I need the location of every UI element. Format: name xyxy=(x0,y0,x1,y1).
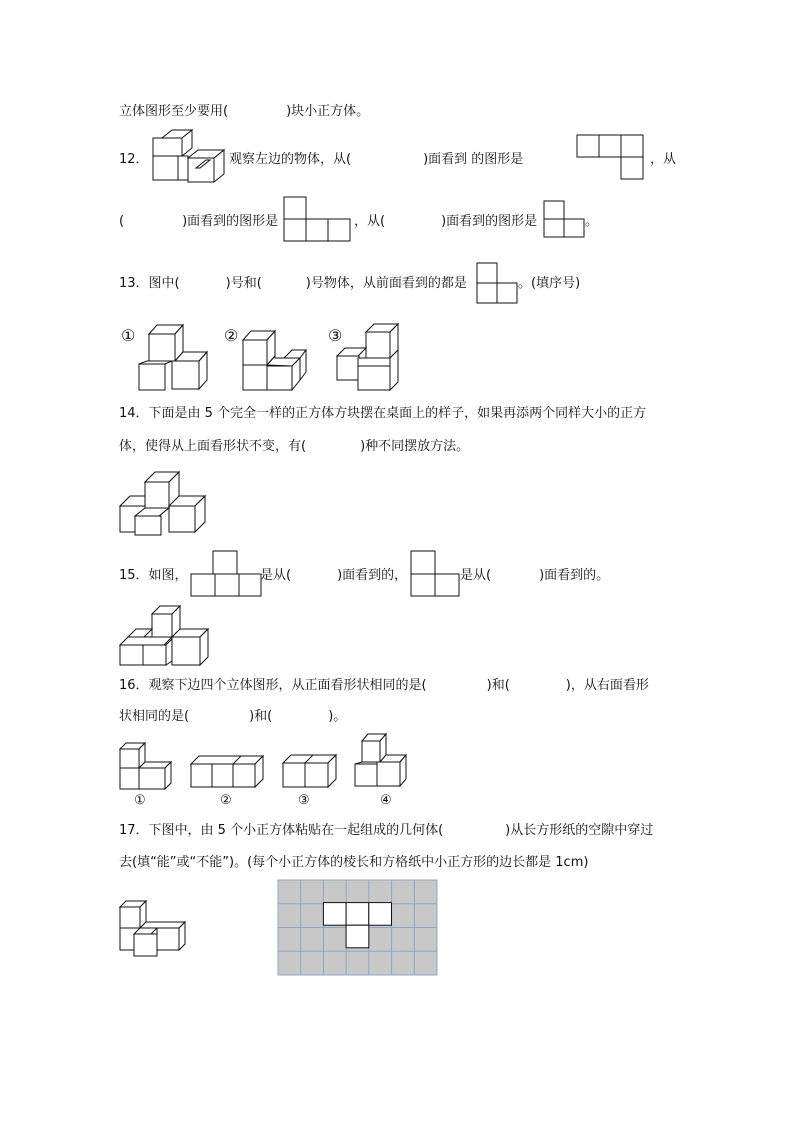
q13-text-c: )号物体，从前面看到的都是 xyxy=(305,276,467,291)
q17-line1 xyxy=(119,823,653,839)
q12-text-f: )面看到的图形是 xyxy=(441,214,538,229)
q15-line-b xyxy=(260,568,407,584)
q17-text-b: )从长方形纸的空隙中穿过 xyxy=(505,823,654,838)
q15-text-e: )面看到的。 xyxy=(539,568,610,583)
q13-text-b: )号和( xyxy=(225,276,262,291)
q17-text-a: 17．下图中，由 5 个小正方体粘贴在一起组成的几何体( xyxy=(119,823,444,838)
q12-text-c: ( xyxy=(119,214,125,229)
q13-label-1: ① xyxy=(121,326,136,345)
q13-text-a: 13．图中( xyxy=(119,276,180,291)
q12-text-d: )面看到的图形是 xyxy=(182,214,279,229)
q11-text-b: )块小正方体。 xyxy=(286,104,370,119)
q16-label-2: ② xyxy=(220,793,232,808)
q12-view-shape-3 xyxy=(543,200,589,240)
q16-text-c: )，从右面看形 xyxy=(565,678,649,693)
q16-figure-2 xyxy=(190,755,270,789)
q12-text-a: 观察左边的物体，从( xyxy=(229,152,352,167)
q12-line2b xyxy=(354,214,537,230)
q12-line2-end: 。 xyxy=(585,214,599,229)
q16-figure-3 xyxy=(282,754,342,790)
q12-text-e: ，从( xyxy=(354,214,386,229)
q16-label-1: ① xyxy=(134,793,146,808)
q12-number: 12． xyxy=(119,152,149,167)
q12-line1 xyxy=(229,152,523,168)
q16-text-a: 16．观察下边四个立体图形，从正面看形状相同的是( xyxy=(119,678,427,693)
q16-figure-4 xyxy=(354,733,410,789)
q12-object-figure xyxy=(152,128,232,188)
q16-label-4: ④ xyxy=(380,793,392,808)
q16-text-b: )和( xyxy=(486,678,510,693)
q11-line xyxy=(119,104,369,120)
q12-line1-end: ，从 xyxy=(650,152,677,167)
q15-view-shape-1 xyxy=(190,550,264,598)
q12-view-shape-1 xyxy=(576,134,646,180)
q13-figure-2 xyxy=(242,330,314,392)
q15-line-d xyxy=(460,568,609,584)
q15-text-c: )面看到的， xyxy=(337,568,408,583)
q13-figure-1 xyxy=(138,322,210,392)
q13-label-3: ③ xyxy=(328,326,343,345)
q13-line xyxy=(119,276,467,292)
q16-line1 xyxy=(119,678,649,694)
q17-line2: 去(填“能”或“不能”)。(每个小正方体的棱长和方格纸中小正方形的边长都是 1cm) xyxy=(119,855,589,870)
q16-label-3: ③ xyxy=(298,793,310,808)
q13-view-shape xyxy=(476,262,522,306)
q13-figure-3 xyxy=(336,322,406,392)
q16-text-e: )和( xyxy=(249,709,273,724)
q16-text-d: 状相同的是( xyxy=(119,709,190,724)
q15-text-d: 是从( xyxy=(460,568,492,583)
q17-figure xyxy=(119,900,191,958)
q14-figure xyxy=(119,470,209,536)
q13-line-end: 。(填序号) xyxy=(518,276,581,291)
q14-line2 xyxy=(119,439,469,455)
q16-line2 xyxy=(119,709,346,725)
q15-text-b: 是从( xyxy=(260,568,292,583)
q12-line2 xyxy=(119,214,278,230)
q12-view-shape-2 xyxy=(283,196,353,242)
q15-figure xyxy=(119,605,211,667)
q14-line1: 14．下面是由 5 个完全一样的正方体方块摆在桌面上的样子，如果再添两个同样大小的正方 xyxy=(119,406,647,421)
q17-grid-paper xyxy=(278,880,438,976)
q15-text-a: 15．如图， xyxy=(119,568,188,583)
q16-text-f: )。 xyxy=(328,709,347,724)
q16-figure-1 xyxy=(119,742,175,792)
q12-text-b: )面看到 的图形是 xyxy=(423,152,524,167)
q13-label-2: ② xyxy=(224,326,239,345)
q11-text-a: 立体图形至少要用( xyxy=(119,104,229,119)
q14-text-b: )种不同摆放方法。 xyxy=(360,439,470,454)
q14-text-a: 体，使得从上面看形状不变，有( xyxy=(119,439,307,454)
q15-view-shape-2 xyxy=(410,550,462,598)
